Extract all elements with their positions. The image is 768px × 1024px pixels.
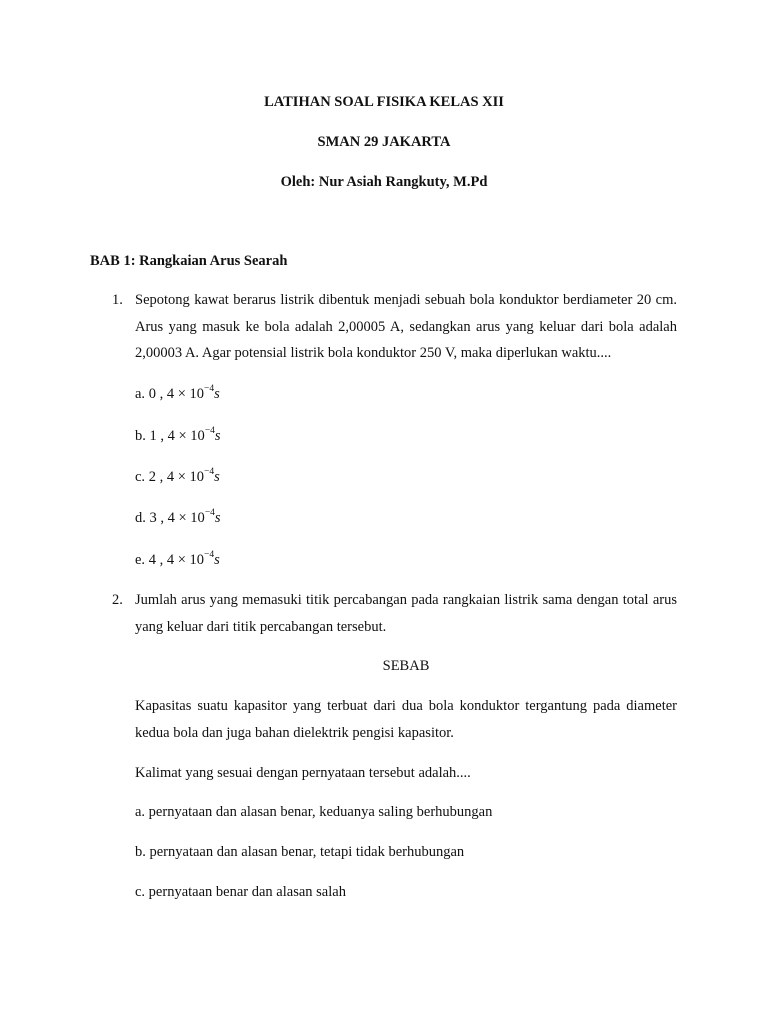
question-2-option-c: c. pernyataan benar dan alasan salah (135, 884, 346, 900)
option-value: 3 , 4 × 10 (149, 510, 205, 526)
author-line: Oleh: Nur Asiah Rangkuty, M.Pd (280, 174, 488, 190)
option-unit: s (214, 510, 221, 526)
option-value: 1 , 4 × 10 (149, 428, 205, 444)
question-1-option-d (135, 510, 221, 527)
question-number-1: 1. (112, 292, 123, 308)
question-1-text: Sepotong kawat berarus listrik dibentuk menjadi sebuah bola konduktor berdiameter 20 cm. Arus yang masuk ke bola adalah 2,00005 A, sedangkan arus yang keluar dari bola adalah 2,00003 A. Agar potensial listrik bola konduktor 250 V, maka diperlukan waktu.... (135, 292, 677, 361)
option-value: 4 , 4 × 10 (148, 552, 204, 568)
question-1-option-c (135, 469, 220, 486)
option-unit: s (214, 386, 220, 402)
question-2-prompt: Kalimat yang sesuai dengan pernyataan tersebut adalah.... (135, 765, 471, 781)
option-exponent: −4 (204, 426, 215, 436)
sebab-connector: SEBAB (382, 658, 430, 674)
document-title: LATIHAN SOAL FISIKA KELAS XII (264, 94, 504, 110)
question-2-option-b: b. pernyataan dan alasan benar, tetapi tidak berhubungan (135, 844, 465, 860)
option-exponent: −4 (204, 550, 215, 560)
question-1-option-b (135, 428, 221, 445)
question-2-statement: Jumlah arus yang memasuki titik percabangan pada rangkaian listrik sama dengan total arus yang keluar dari titik percabangan tersebut. (135, 592, 677, 635)
option-unit: s (214, 552, 220, 568)
option-label: c. (135, 469, 146, 485)
school-name: SMAN 29 JAKARTA (317, 134, 451, 150)
option-label: d. (135, 510, 146, 526)
option-exponent: −4 (204, 467, 215, 477)
option-exponent: −4 (204, 384, 215, 394)
option-label: e. (135, 552, 146, 568)
option-label: b. (135, 428, 146, 444)
section-heading: BAB 1: Rangkaian Arus Searah (90, 253, 288, 269)
question-2-reason: Kapasitas suatu kapasitor yang terbuat dari dua bola konduktor tergantung pada diameter kedua bola dan juga bahan dielektrik pengisi kapasitor. (135, 698, 677, 741)
option-label: a. (135, 386, 146, 402)
option-exponent: −4 (204, 508, 215, 518)
option-unit: s (214, 469, 220, 485)
question-number-2: 2. (112, 592, 123, 608)
option-value: 0 , 4 × 10 (148, 386, 204, 402)
question-1-option-e (135, 552, 220, 569)
question-1-option-a (135, 386, 220, 403)
option-unit: s (214, 428, 221, 444)
question-2-option-a: a. pernyataan dan alasan benar, keduanya saling berhubungan (135, 804, 493, 820)
option-value: 2 , 4 × 10 (148, 469, 204, 485)
